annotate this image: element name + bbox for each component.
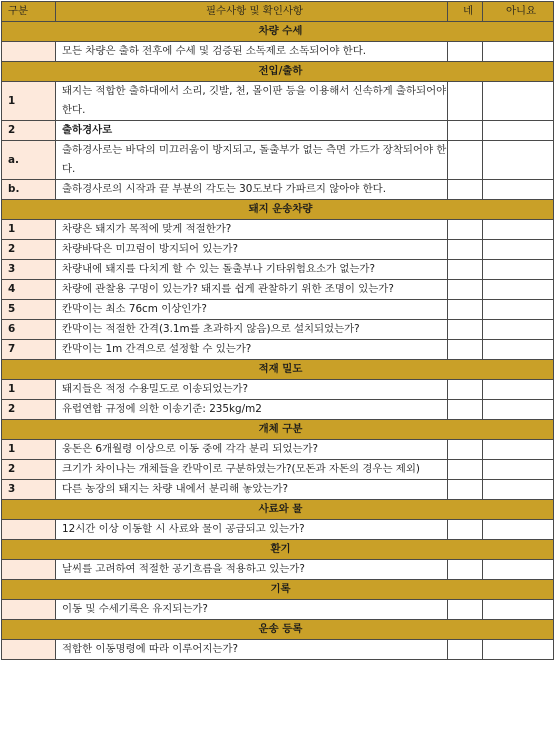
section-title: 운송 등록: [2, 620, 554, 640]
yes-checkbox-cell[interactable]: [448, 400, 483, 420]
section-header-row: [2, 62, 554, 82]
item-number: b.: [2, 180, 56, 200]
no-checkbox-cell[interactable]: [483, 440, 554, 460]
item-number: [2, 640, 56, 660]
yes-checkbox-cell[interactable]: [448, 82, 483, 121]
no-checkbox-cell[interactable]: [483, 600, 554, 620]
no-checkbox-cell[interactable]: [483, 280, 554, 300]
requirement-text: 차량에 관찰용 구멍이 있는가? 돼지를 쉽게 관찰하기 위한 조명이 있는가?: [56, 280, 448, 300]
header-requirements: 필수사항 및 확인사항: [56, 2, 448, 22]
yes-checkbox-cell[interactable]: [448, 42, 483, 62]
checklist-row: [2, 300, 554, 320]
yes-checkbox-cell[interactable]: [448, 600, 483, 620]
section-header-row: [2, 620, 554, 640]
requirement-text: 돼지들은 적정 수용밀도로 이송되었는가?: [56, 380, 448, 400]
checklist-row: [2, 600, 554, 620]
requirement-text: 차량내에 돼지를 다치게 할 수 있는 돌출부나 기타위험요소가 없는가?: [56, 260, 448, 280]
section-header-row: [2, 200, 554, 220]
no-checkbox-cell[interactable]: [483, 141, 554, 180]
section-title: 개체 구분: [2, 420, 554, 440]
item-number: 6: [2, 320, 56, 340]
item-number: 5: [2, 300, 56, 320]
no-checkbox-cell[interactable]: [483, 460, 554, 480]
item-number: 2: [2, 121, 56, 141]
no-checkbox-cell[interactable]: [483, 260, 554, 280]
no-checkbox-cell[interactable]: [483, 560, 554, 580]
no-checkbox-cell[interactable]: [483, 640, 554, 660]
yes-checkbox-cell[interactable]: [448, 260, 483, 280]
yes-checkbox-cell[interactable]: [448, 340, 483, 360]
checklist-row: [2, 280, 554, 300]
no-checkbox-cell[interactable]: [483, 180, 554, 200]
item-number: 1: [2, 220, 56, 240]
yes-checkbox-cell[interactable]: [448, 141, 483, 180]
yes-checkbox-cell[interactable]: [448, 220, 483, 240]
checklist-row: [2, 260, 554, 280]
requirement-text: 웅돈은 6개월령 이상으로 이동 중에 각각 분리 되었는가?: [56, 440, 448, 460]
requirement-text: 12시간 이상 이동할 시 사료와 물이 공급되고 있는가?: [56, 520, 448, 540]
no-checkbox-cell[interactable]: [483, 380, 554, 400]
yes-checkbox-cell[interactable]: [448, 380, 483, 400]
section-title: 적재 밀도: [2, 360, 554, 380]
section-header-row: [2, 540, 554, 560]
requirement-text: 적합한 이동명령에 따라 이루어지는가?: [56, 640, 448, 660]
checklist-row: [2, 42, 554, 62]
requirement-text: 다른 농장의 돼지는 차량 내에서 분리해 놓았는가?: [56, 480, 448, 500]
no-checkbox-cell[interactable]: [483, 121, 554, 141]
checklist-row: [2, 240, 554, 260]
checklist-row: [2, 520, 554, 540]
header-category: 구분: [2, 2, 56, 22]
item-number: 7: [2, 340, 56, 360]
requirement-text: 돼지는 적합한 출하대에서 소리, 깃발, 천, 몰이판 등을 이용해서 신속하게 출하되어야 한다.: [56, 82, 448, 121]
item-number: a.: [2, 141, 56, 180]
no-checkbox-cell[interactable]: [483, 300, 554, 320]
requirement-text: 날씨를 고려하여 적절한 공기흐름을 적용하고 있는가?: [56, 560, 448, 580]
header-row: [2, 2, 554, 22]
requirement-text: 차량바닥은 미끄럼이 방지되어 있는가?: [56, 240, 448, 260]
yes-checkbox-cell[interactable]: [448, 180, 483, 200]
header-yes: 네: [448, 2, 483, 22]
item-number: [2, 600, 56, 620]
item-number: 4: [2, 280, 56, 300]
checklist-row: [2, 320, 554, 340]
no-checkbox-cell[interactable]: [483, 320, 554, 340]
requirement-text: 칸막이는 적절한 간격(3.1m를 초과하지 않음)으로 설치되었는가?: [56, 320, 448, 340]
requirement-text: 출하경사로의 시작과 끝 부분의 각도는 30도보다 가파르지 않아야 한다.: [56, 180, 448, 200]
item-number: 1: [2, 380, 56, 400]
requirement-text: 칸막이는 1m 간격으로 설정할 수 있는가?: [56, 340, 448, 360]
checklist-row: [2, 340, 554, 360]
requirement-text: 크기가 차이나는 개체들을 칸막이로 구분하였는가?(모돈과 자돈의 경우는 제외): [56, 460, 448, 480]
section-title: 기록: [2, 580, 554, 600]
transport-checklist-table: [1, 1, 554, 660]
yes-checkbox-cell[interactable]: [448, 560, 483, 580]
no-checkbox-cell[interactable]: [483, 400, 554, 420]
checklist-row: [2, 560, 554, 580]
yes-checkbox-cell[interactable]: [448, 440, 483, 460]
yes-checkbox-cell[interactable]: [448, 520, 483, 540]
requirement-text: 출하경사로: [56, 121, 448, 141]
item-number: 2: [2, 460, 56, 480]
checklist-row: [2, 400, 554, 420]
section-title: 전입/출하: [2, 62, 554, 82]
yes-checkbox-cell[interactable]: [448, 480, 483, 500]
checklist-row: [2, 640, 554, 660]
checklist-row: [2, 141, 554, 180]
no-checkbox-cell[interactable]: [483, 82, 554, 121]
no-checkbox-cell[interactable]: [483, 520, 554, 540]
yes-checkbox-cell[interactable]: [448, 460, 483, 480]
section-title: 사료와 물: [2, 500, 554, 520]
yes-checkbox-cell[interactable]: [448, 240, 483, 260]
section-title: 돼지 운송차량: [2, 200, 554, 220]
requirement-text: 차량은 돼지가 목적에 맞게 적절한가?: [56, 220, 448, 240]
no-checkbox-cell[interactable]: [483, 240, 554, 260]
checklist-row: [2, 82, 554, 121]
yes-checkbox-cell[interactable]: [448, 320, 483, 340]
no-checkbox-cell[interactable]: [483, 480, 554, 500]
item-number: [2, 42, 56, 62]
item-number: 1: [2, 440, 56, 460]
item-number: 1: [2, 82, 56, 121]
requirement-text: 모든 차량은 출하 전후에 수세 및 검증된 소독제로 소독되어야 한다.: [56, 42, 448, 62]
yes-checkbox-cell[interactable]: [448, 280, 483, 300]
requirement-text: 출하경사로는 바닥의 미끄러움이 방지되고, 돌출부가 없는 측면 가드가 장착되어야 한다.: [56, 141, 448, 180]
no-checkbox-cell[interactable]: [483, 42, 554, 62]
yes-checkbox-cell[interactable]: [448, 640, 483, 660]
section-header-row: [2, 420, 554, 440]
item-number: 2: [2, 240, 56, 260]
item-number: [2, 520, 56, 540]
section-header-row: [2, 22, 554, 42]
section-header-row: [2, 500, 554, 520]
item-number: [2, 560, 56, 580]
header-no: 아니요: [483, 2, 554, 22]
no-checkbox-cell[interactable]: [483, 340, 554, 360]
requirement-text: 유럽연합 규정에 의한 이송기준: 235kg/m2: [56, 400, 448, 420]
item-number: 2: [2, 400, 56, 420]
checklist-row: [2, 440, 554, 460]
section-header-row: [2, 360, 554, 380]
checklist-row: [2, 220, 554, 240]
section-title: 환기: [2, 540, 554, 560]
requirement-text: 이동 및 수세기록은 유지되는가?: [56, 600, 448, 620]
requirement-text: 칸막이는 최소 76cm 이상인가?: [56, 300, 448, 320]
item-number: 3: [2, 480, 56, 500]
checklist-row: [2, 460, 554, 480]
yes-checkbox-cell[interactable]: [448, 300, 483, 320]
checklist-row: [2, 480, 554, 500]
item-number: 3: [2, 260, 56, 280]
checklist-row: [2, 180, 554, 200]
section-header-row: [2, 580, 554, 600]
yes-checkbox-cell[interactable]: [448, 121, 483, 141]
section-title: 차량 수세: [2, 22, 554, 42]
no-checkbox-cell[interactable]: [483, 220, 554, 240]
checklist-row: [2, 380, 554, 400]
checklist-row: [2, 121, 554, 141]
